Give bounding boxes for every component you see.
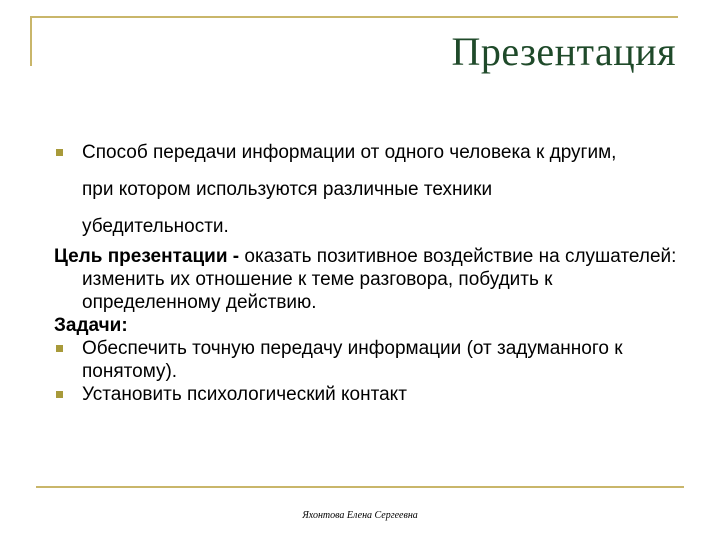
slide-title: Презентация [451, 29, 676, 74]
definition-item [54, 134, 694, 245]
definition-line: Способ передачи информации от одного человека к другим, [82, 142, 617, 163]
footer-divider [36, 486, 684, 488]
task-item [54, 337, 694, 383]
square-bullet-icon [56, 391, 63, 398]
task-item [54, 383, 694, 406]
task-text: Установить психологический контакт [82, 384, 407, 405]
frame-left-line [30, 16, 32, 66]
slide-body [54, 134, 694, 406]
task-text: Обеспечить точную передачу информации (от задуманного к понятому). [82, 338, 623, 382]
goal-label: Цель презентации - [54, 246, 240, 267]
square-bullet-icon [56, 149, 63, 156]
tasks-heading: Задачи: [54, 315, 128, 336]
definition-line: убедительности. [82, 216, 229, 237]
definition-line: при котором используются различные техники [82, 179, 493, 200]
square-bullet-icon [56, 345, 63, 352]
frame-top-line [30, 16, 678, 18]
footer-author: Яхонтова Елена Сергеевна [302, 510, 418, 521]
goal-paragraph [54, 245, 694, 314]
goal-text: оказать позитивное воздействие на слушателей: изменить их отношение к теме разговора, побудить к определенному действию. [82, 246, 677, 313]
